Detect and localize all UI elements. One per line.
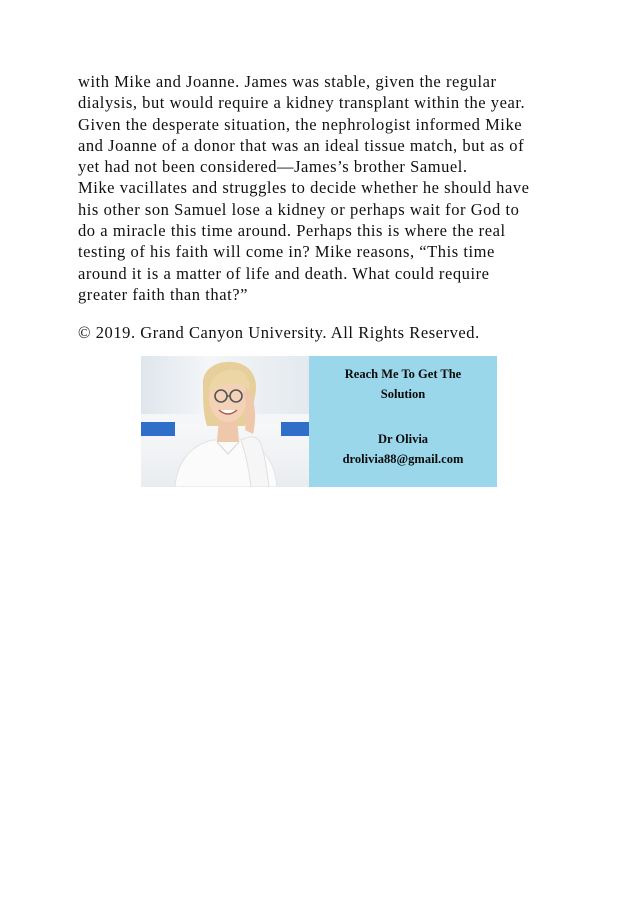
body-paragraph: [78, 71, 568, 305]
body-line: with Mike and Joanne. James was stable, given the regular: [78, 72, 497, 91]
contact-email: drolivia88@gmail.com: [342, 452, 464, 466]
cta-heading: Solution: [380, 387, 426, 401]
body-line: greater faith than that?”: [78, 284, 248, 304]
body-line: yet had not been considered—James’s brother Samuel.: [78, 157, 468, 177]
body-line: Mike vacillates and struggles to decide whether he should have: [78, 178, 530, 198]
body-line: do a miracle this time around. Perhaps this is where the real: [78, 221, 506, 241]
copyright-notice: © 2019. Grand Canyon University. All Rights Reserved.: [78, 323, 480, 342]
body-line: his other son Samuel lose a kidney or perhaps wait for God to: [78, 199, 520, 219]
woman-figure-icon: [141, 356, 309, 487]
contact-name: Dr Olivia: [377, 432, 429, 446]
cta-heading: Reach Me To Get The: [344, 367, 462, 381]
contact-banner: [141, 356, 497, 487]
body-line: and Joanne of a donor that was an ideal tissue match, but as of: [78, 135, 525, 155]
woman-photo-icon: [141, 356, 309, 487]
body-line: dialysis, but would require a kidney transplant within the year.: [78, 93, 526, 113]
body-line: testing of his faith will come in? Mike reasons, “This time: [78, 242, 495, 262]
contact-info-panel: [309, 356, 497, 487]
body-line: Given the desperate situation, the nephrologist informed Mike: [78, 114, 523, 134]
body-line: around it is a matter of life and death. What could require: [78, 263, 490, 283]
